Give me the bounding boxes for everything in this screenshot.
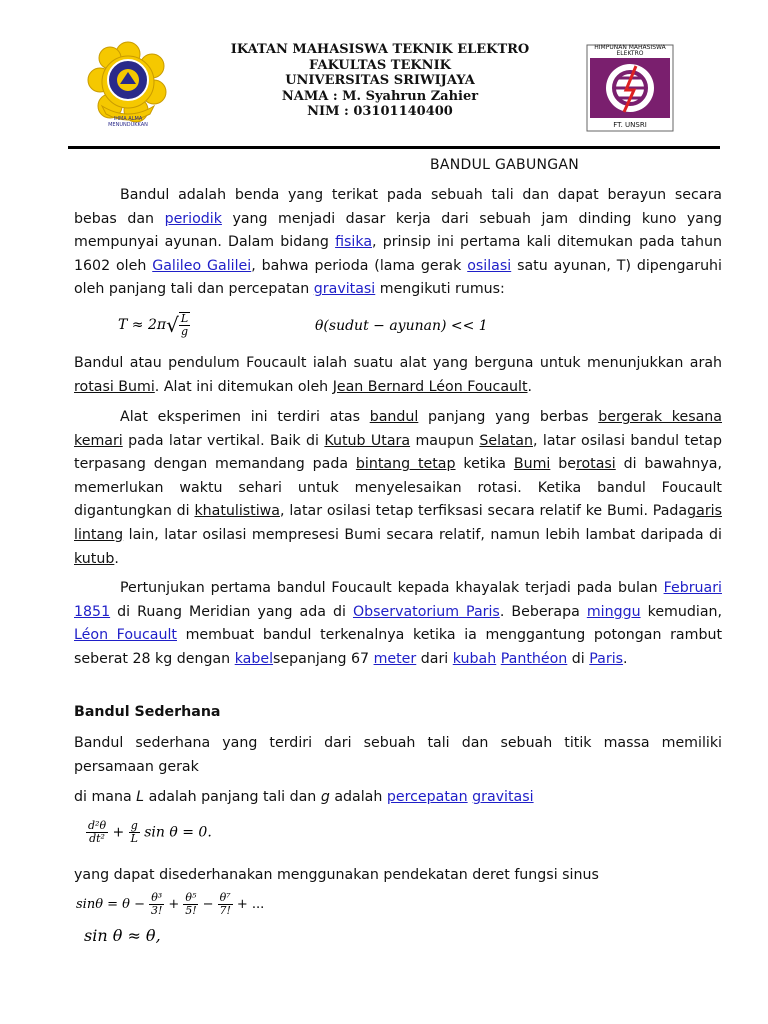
link-1851[interactable]: 1851 [74, 603, 111, 620]
link-meter[interactable]: meter [373, 650, 417, 667]
paragraph-simple-pendulum: Bandul sederhana yang terdiri dari sebuah tali dan sebuah titik massa memiliki persamaan gerak [74, 735, 722, 775]
text-rotasi[interactable]: rotasi [575, 456, 616, 473]
association-logo-top-text: HIMPUNAN MAHASISWA ELEKTRO [594, 44, 666, 57]
link-percepatan[interactable]: percepatan [386, 789, 468, 805]
text-kutub[interactable]: kutub [74, 550, 115, 567]
link-gravitasi[interactable]: gravitasi [313, 281, 376, 298]
header-nim: NIM : 03101140400 [307, 104, 453, 119]
text-khatulistiwa[interactable]: khatulistiwa [194, 503, 280, 520]
link-kubah[interactable]: kubah [452, 650, 497, 667]
paragraph-experiment: Alat eksperimen ini terdiri atas bandul panjang yang berbas bergerak kesana kemari pada latar vertikal. Baik di Kutub Utara maupun Selatan, latar osilasi bandul tetap terpasang dengan memandang pada bintang tetap ketika Bumi berotasi di bawahnya, memerlukan waktu sehari untuk menyelesaikan rotasi. Ketika bandul Foucault digantungkan di khatulistiwa, latar osilasi tetap terfiksasi secara relatif ke Bumi. Padagaris lintang lain, latar osilasi mempresesi Bumi secara relatif, namun lebih lambat daripada di kutub. [74, 409, 722, 567]
link-periodik[interactable]: periodik [164, 210, 222, 227]
header-rule [68, 146, 720, 149]
link-fisika[interactable]: fisika [335, 234, 373, 251]
link-pantheon[interactable]: Panthéon [500, 650, 568, 667]
equation-small-angle: sin θ ≈ θ, [84, 926, 161, 945]
text-kutub-utara[interactable]: Kutub Utara [324, 432, 411, 449]
link-galileo[interactable]: Galileo Galilei [152, 257, 252, 274]
equation-motion: $\frac{\text{d²θ}}{\text{dt²}}$ + $\frac{g}{L}$ sin θ = 0. [88, 819, 212, 845]
university-logo-text: IHMA ALMA MENUNDUKKAN [108, 116, 148, 128]
header-university: UNIVERSITAS SRIWIJAYA [285, 73, 475, 88]
text-bergerak[interactable]: bergerak kesana kemari [74, 409, 722, 449]
header-org: IKATAN MAHASISWA TEKNIK ELEKTRO [230, 42, 530, 57]
paragraph-sine-series: yang dapat disederhanakan menggunakan pendekatan deret fungsi sinus [74, 867, 599, 883]
link-kabel[interactable]: kabel [234, 650, 274, 667]
paragraph-demonstration: Pertunjukan pertama bandul Foucault kepada khayalak terjadi pada bulan Februari 1851 di Ruang Meridian yang ada di Observatorium Paris. Beberapa minggu kemudian, Léon Foucault membuat bandul terkenalnya ketika ia menggantung potongan rambut seberat 28 kg dengan kabelsepanjang 67 meter dari kubah Panthéon di Paris. [74, 580, 723, 667]
equation-condition: θ(sudut − ayunan) << 1 [315, 318, 488, 334]
header-name: NAMA : M. Syahrun Zahier [281, 88, 479, 104]
paragraph-definitions: di mana L adalah panjang tali dan g adalah percepatan gravitasi [74, 789, 534, 805]
document-header [180, 42, 580, 120]
link-gravitasi-2[interactable]: gravitasi [472, 789, 534, 805]
text-selatan[interactable]: Selatan [479, 432, 533, 449]
association-logo [586, 44, 674, 132]
text-bumi[interactable]: Bumi [513, 456, 551, 473]
link-paris[interactable]: Paris [589, 650, 624, 667]
text-bandul[interactable]: bandul [369, 409, 419, 425]
link-observatorium[interactable]: Observatorium Paris [352, 603, 500, 620]
equation-sine-series: sinθ = θ − $\frac{\text{θ³}}{3!}$ + $\frac{\text{θ⁵}}{5!}$ − $\frac{\text{θ⁷}}{7!}$ + ... [76, 891, 265, 917]
association-logo-bottom-text: FT. UNSRI [613, 121, 647, 129]
university-logo [86, 40, 170, 124]
text-jean-foucault[interactable]: Jean Bernard Léon Foucault [332, 378, 528, 395]
link-februari[interactable]: Februari [663, 580, 722, 596]
equation-period: T ≈ 2π√ $\frac{L}{g}$ [118, 312, 189, 338]
link-leon-foucault[interactable]: Léon Foucault [74, 627, 177, 644]
link-minggu[interactable]: minggu [586, 603, 641, 620]
paragraph-intro: Bandul adalah benda yang terikat pada sebuah tali dan dapat berayun secara bebas dan periodik yang menjadi dasar kerja dari sebuah jam dinding kuno yang mempunyai ayunan. Dalam bidang fisika, prinsip ini pertama kali ditemukan pada tahun 1602 oleh Galileo Galilei, bahwa perioda (lama gerak osilasi satu ayunan, T) dipengaruhi oleh panjang tali dan percepatan gravitasi mengikuti rumus: [74, 187, 722, 298]
text-rotasi-bumi[interactable]: rotasi Bumi [74, 378, 155, 395]
document-title: BANDUL GABUNGAN [430, 157, 580, 173]
text-bintang-tetap[interactable]: bintang tetap [355, 456, 456, 473]
header-faculty: FAKULTAS TEKNIK [309, 57, 451, 73]
section-heading-bandul-sederhana: Bandul Sederhana [74, 704, 221, 720]
link-osilasi[interactable]: osilasi [467, 257, 512, 274]
paragraph-foucault: Bandul atau pendulum Foucault ialah suatu alat yang berguna untuk menunjukkan arah rotasi Bumi. Alat ini ditemukan oleh Jean Bernard Léon Foucault. [74, 355, 722, 395]
text-garis-lintang[interactable]: garis lintang [74, 503, 722, 543]
